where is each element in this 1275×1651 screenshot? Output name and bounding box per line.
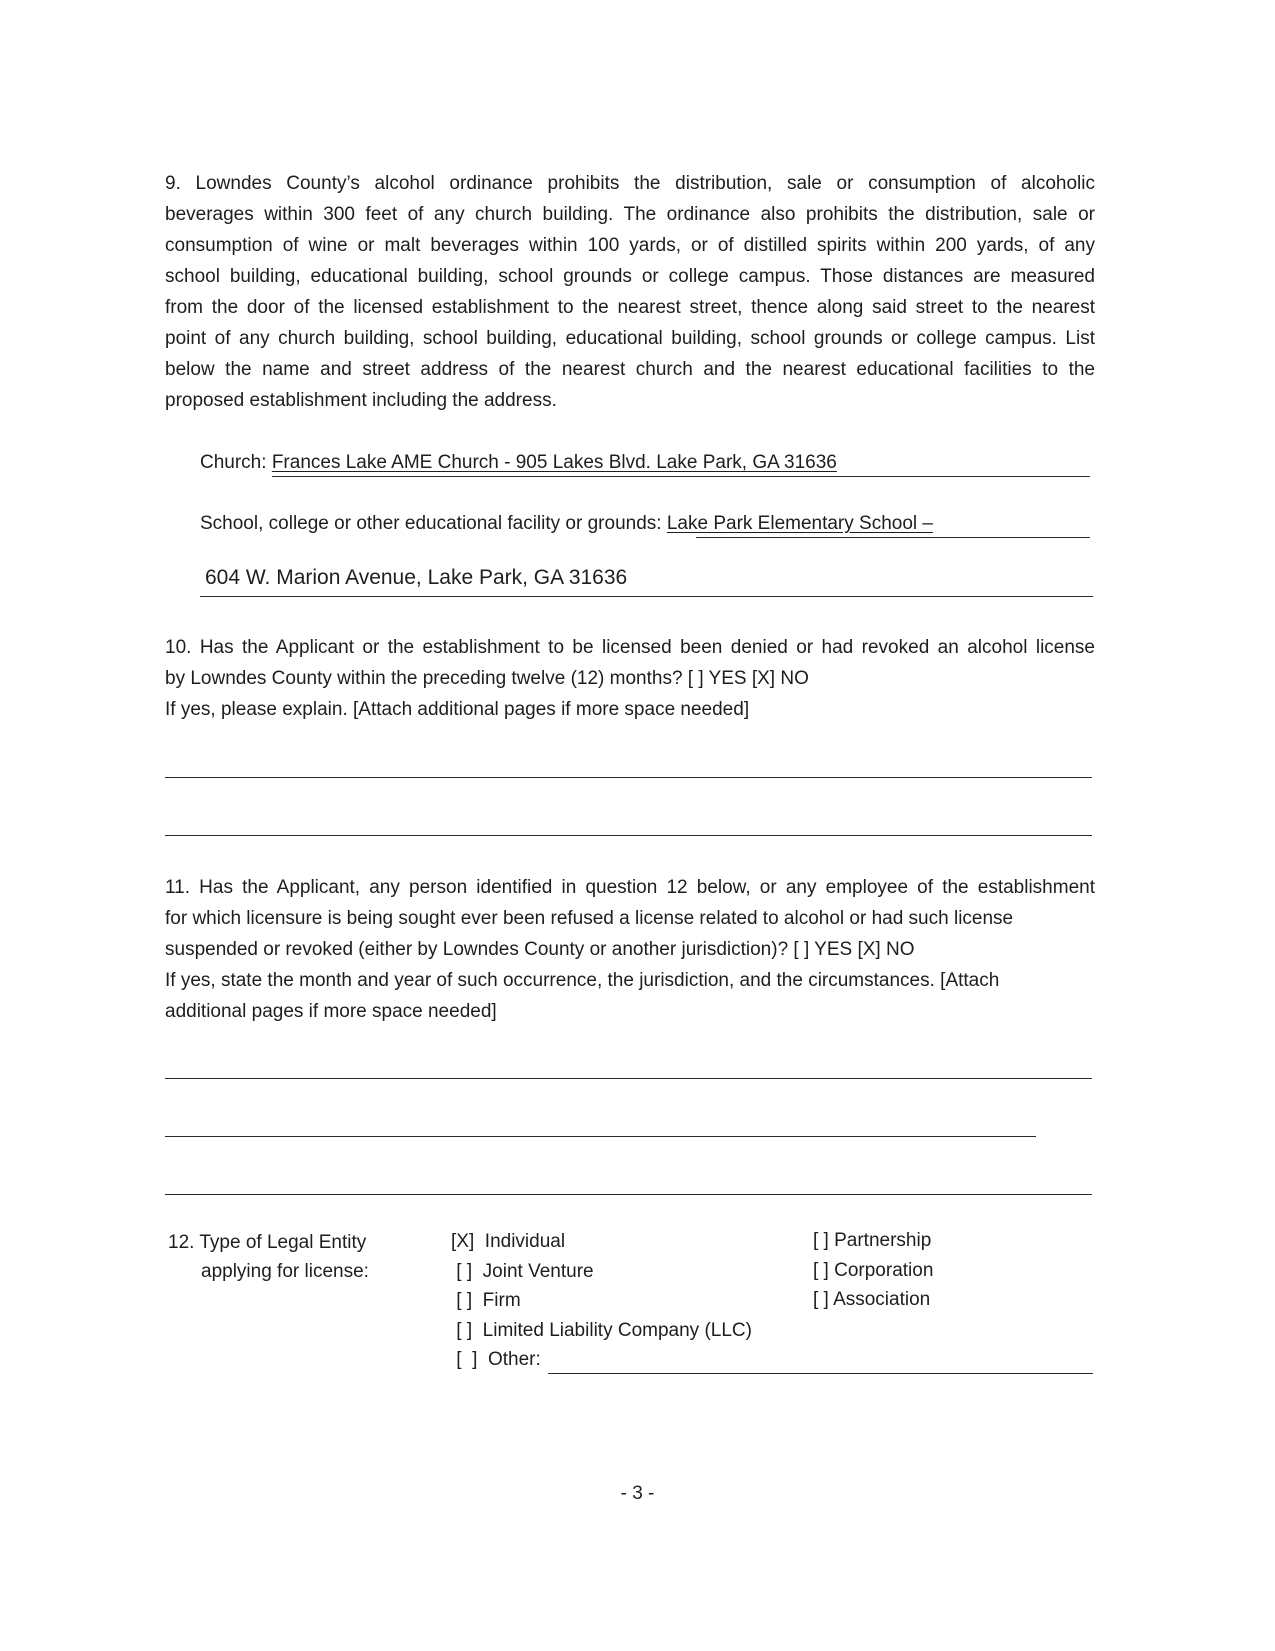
q12-label <box>168 1228 369 1286</box>
q9-line: beverages within 300 feet of any church building. The ordinance also prohibits the distribution, sale or <box>165 204 1095 225</box>
question-11-text <box>165 872 1095 1027</box>
entity-options-left <box>451 1227 752 1375</box>
q11-answer-line[interactable] <box>165 1078 1092 1079</box>
q10-line: If yes, please explain. [Attach additional pages if more space needed] <box>165 699 750 720</box>
entity-option-partnership[interactable]: [ ] Partnership <box>813 1230 932 1251</box>
q11-line: additional pages if more space needed] <box>165 1001 497 1022</box>
q11-line: If yes, state the month and year of such occurrence, the jurisdiction, and the circumstances. [Attach <box>165 970 1000 991</box>
entity-option-individual[interactable]: [X] Individual <box>451 1231 566 1252</box>
q11-line: for which licensure is being sought ever been refused a license related to alcohol or had such license <box>165 908 1014 929</box>
school-label: School, college or other educational facility or grounds: <box>200 513 662 534</box>
entity-option-llc[interactable]: [ ] Limited Liability Company (LLC) <box>451 1319 752 1341</box>
q9-line: consumption of wine or malt beverages within 100 yards, or of distilled spirits within 200 yards, of any <box>165 235 1095 256</box>
entity-option-firm[interactable]: [ ] Firm <box>451 1290 521 1311</box>
entity-option-corporation[interactable]: [ ] Corporation <box>813 1259 934 1281</box>
entity-option-other[interactable]: [ ] Other: <box>451 1349 541 1370</box>
q10-answer-line[interactable] <box>165 777 1092 778</box>
school-field <box>200 513 933 535</box>
question-9-text <box>165 168 1095 416</box>
church-field <box>200 452 837 474</box>
q10-line: by Lowndes County within the preceding twelve (12) months? [ ] YES [X] NO <box>165 668 809 689</box>
q11-line: suspended or revoked (either by Lowndes County or another jurisdiction)? [ ] YES [X] NO <box>165 939 915 960</box>
q11-answer-line[interactable] <box>165 1194 1092 1195</box>
q9-line: point of any church building, school building, educational building, school grounds or college campus. List <box>165 328 1095 349</box>
q12-label-line: applying for license: <box>201 1261 369 1282</box>
page-number: - 3 - <box>620 1483 655 1504</box>
school-underline <box>696 537 1090 538</box>
church-underline <box>272 476 1090 477</box>
q9-line: 9. Lowndes County’s alcohol ordinance prohibits the distribution, sale or consumption of alcoholic <box>165 173 1095 194</box>
q9-line: proposed establishment including the address. <box>165 390 557 411</box>
church-label: Church: <box>200 452 267 473</box>
q11-line: 11. Has the Applicant, any person identified in question 12 below, or any employee of the establishment <box>165 877 1095 898</box>
q10-line: 10. Has the Applicant or the establishment to be licensed been denied or had revoked an alcohol license <box>165 637 1095 658</box>
entity-option-joint-venture[interactable]: [ ] Joint Venture <box>451 1260 594 1282</box>
school-address[interactable]: 604 W. Marion Avenue, Lake Park, GA 31636 <box>205 566 628 589</box>
q9-line: school building, educational building, school grounds or college campus. Those distances are measured <box>165 266 1095 287</box>
q10-answer-line[interactable] <box>165 835 1092 836</box>
school-value[interactable]: Lake Park Elementary School – <box>666 513 933 534</box>
other-underline[interactable] <box>548 1373 1093 1374</box>
question-10-text <box>165 632 1095 725</box>
entity-options-right <box>813 1226 933 1315</box>
church-value[interactable]: Frances Lake AME Church - 905 Lakes Blvd. Lake Park, GA 31636 <box>271 452 837 473</box>
entity-option-association[interactable]: [ ] Association <box>813 1289 931 1310</box>
q9-line: from the door of the licensed establishment to the nearest street, thence along said street to the nearest <box>165 297 1095 318</box>
school-address-underline <box>200 596 1093 597</box>
q9-line: below the name and street address of the nearest church and the nearest educational facilities to the <box>165 359 1095 380</box>
q12-label-line: 12. Type of Legal Entity <box>168 1232 367 1253</box>
q11-answer-line[interactable] <box>165 1136 1036 1137</box>
